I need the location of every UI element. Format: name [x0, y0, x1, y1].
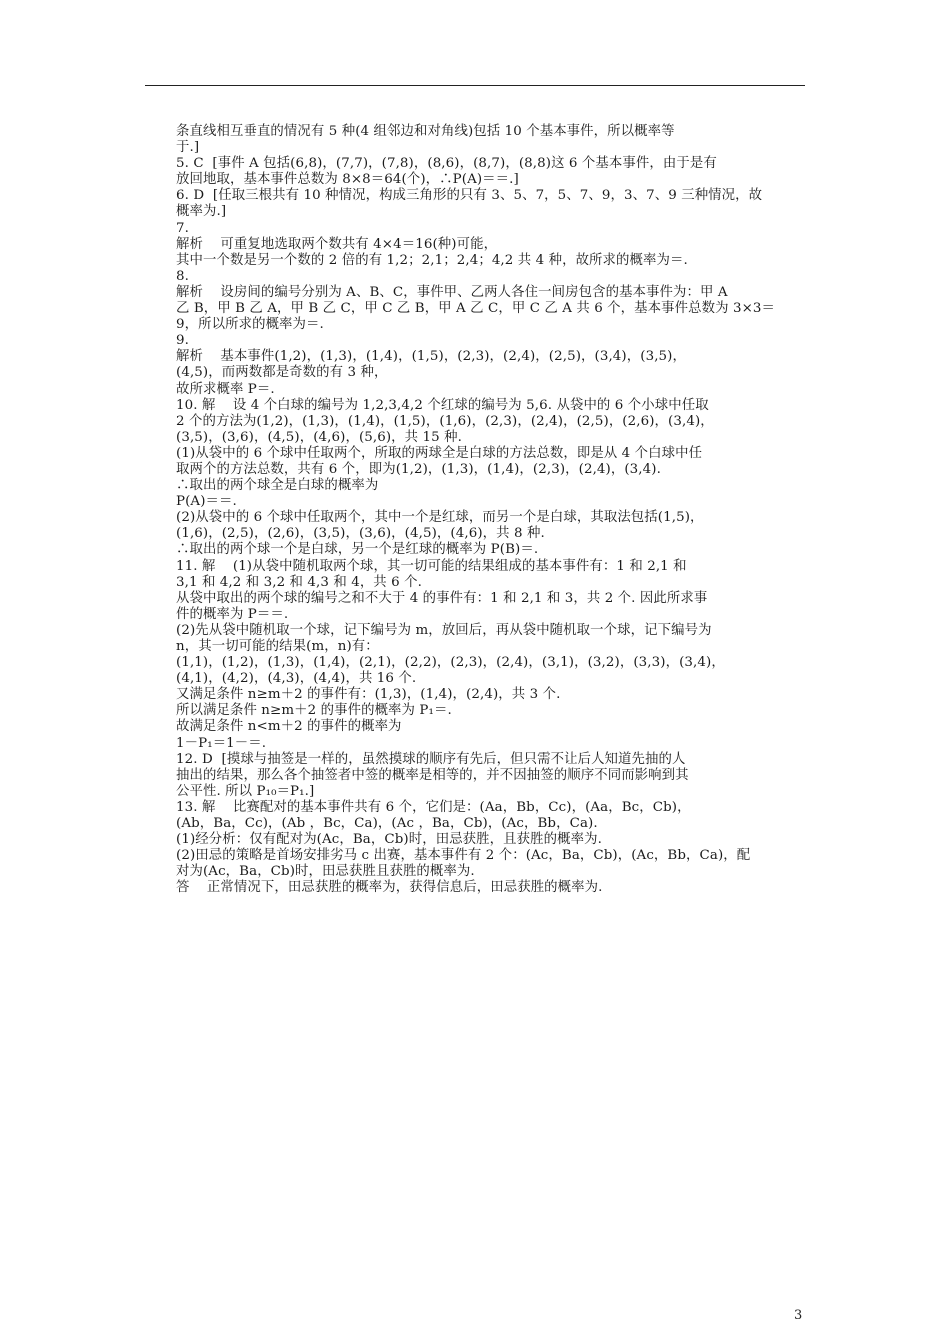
- text-line: (1)经分析：仅有配对为(Ac，Ba，Cb)时，田忌获胜，且获胜的概率为.: [176, 832, 602, 848]
- text-line: 解析 可重复地选取两个数共有 4×4＝16(种)可能，: [176, 236, 498, 252]
- text-line: 所以满足条件 n≥m＋2 的事件的概率为 P₁＝.: [176, 703, 452, 719]
- text-line: 9.: [176, 333, 189, 349]
- document-body: [176, 124, 808, 913]
- text-line: n，其一切可能的结果(m，n)有：: [176, 639, 379, 654]
- text-line: 2 个的方法为(1,2)，(1,3)，(1,4)，(1,5)，(1,6)，(2,3)，(2,4)，(2,5)，(2,6)，(3,4)，: [176, 413, 714, 429]
- text-line: 6. D [任取三根共有 10 种情况，构成三角形的只有 3、5、7，5、7、9，3、7、9 三种情况，故: [176, 188, 763, 204]
- text-line: (Ab，Ba，Cc)，(Ab ，Bc，Ca)，(Ac ，Ba，Cb)，(Ac，Bb，Ca).: [176, 816, 598, 832]
- text-line: (1,6)，(2,5)，(2,6)，(3,5)，(3,6)，(4,5)，(4,6)，共 8 种.: [176, 526, 545, 542]
- text-line: 9，所以所求的概率为＝.: [176, 317, 324, 333]
- text-line: ∴取出的两个球全是白球的概率为: [176, 478, 379, 494]
- text-line: (2)田忌的策略是首场安排劣马 c 出赛，基本事件有 2 个：(Ac，Ba，Cb)，(Ac，Bb，Ca)，配: [176, 848, 751, 864]
- text-line: 取两个的方法总数，共有 6 个，即为(1,2)，(1,3)，(1,4)，(2,3)，(2,4)，(3,4).: [176, 461, 661, 477]
- text-line: 又满足条件 n≥m＋2 的事件有：(1,3)，(1,4)，(2,4)，共 3 个.: [176, 687, 561, 703]
- text-line: 故所求概率 P＝.: [176, 381, 275, 397]
- text-line: 3,1 和 4,2 和 3,2 和 4,3 和 4，共 6 个.: [176, 574, 422, 590]
- page-number: 3: [794, 1308, 803, 1323]
- text-line: (1,1)，(1,2)，(1,3)，(1,4)，(2,1)，(2,2)，(2,3)，(2,4)，(3,1)，(3,2)，(3,3)，(3,4)，: [176, 655, 725, 671]
- text-line: 条直线相互垂直的情况有 5 种(4 组邻边和对角线)包括 10 个基本事件，所以概率等: [176, 124, 675, 139]
- text-line: 10. 解 设 4 个白球的编号为 1,2,3,4,2 个红球的编号为 5,6. 从袋中的 6 个小球中任取: [176, 397, 709, 413]
- text-line: 乙 B，甲 B 乙 A，甲 B 乙 C，甲 C 乙 B，甲 A 乙 C，甲 C 乙 A 共 6 个，基本事件总数为 3×3＝: [176, 301, 776, 317]
- text-line: 其中一个数是另一个数的 2 倍的有 1,2；2,1；2,4；4,2 共 4 种，故所求的概率为＝.: [176, 252, 688, 268]
- text-line: 1－P₁＝1－＝.: [176, 735, 267, 751]
- text-line: 放回地取，基本事件总数为 8×8＝64(个)，∴P(A)＝＝.]: [176, 172, 519, 188]
- text-line: 7.: [176, 220, 189, 236]
- text-line: 公平性. 所以 P₁₀＝P₁.]: [176, 783, 315, 799]
- text-line: 从袋中取出的两个球的编号之和不大于 4 的事件有：1 和 2,1 和 3，共 2 个. 因此所求事: [176, 590, 708, 606]
- text-line: 解析 设房间的编号分别为 A、B、C，事件甲、乙两人各住一间房包含的基本事件为：甲 A: [176, 284, 728, 300]
- text-line: 故满足条件 n<m＋2 的事件的概率为: [176, 719, 402, 735]
- text-line: 于.]: [176, 140, 200, 156]
- text-line: 11. 解 (1)从袋中随机取两个球，其一切可能的结果组成的基本事件有：1 和 2,1 和: [176, 558, 687, 574]
- text-line: (1)从袋中的 6 个球中任取两个，所取的两球全是白球的方法总数，即是从 4 个白球中任: [176, 445, 703, 461]
- text-line: 12. D [摸球与抽签是一样的，虽然摸球的顺序有先后，但只需不让后人知道先抽的人: [176, 751, 686, 767]
- text-line: 概率为.]: [176, 204, 227, 220]
- text-line: ∴取出的两个球一个是白球，另一个是红球的概率为 P(B)＝.: [176, 542, 539, 558]
- header-rule: [145, 85, 805, 86]
- text-line: (4,1)，(4,2)，(4,3)，(4,4)，共 16 个.: [176, 671, 417, 687]
- text-line: 解析 基本事件(1,2)，(1,3)，(1,4)，(1,5)，(2,3)，(2,4)，(2,5)，(3,4)，(3,5)，: [176, 349, 686, 365]
- text-line: (3,5)，(3,6)，(4,5)，(4,6)，(5,6)，共 15 种.: [176, 429, 462, 445]
- text-line: (2)从袋中的 6 个球中任取两个，其中一个是红球，而另一个是白球，其取法包括(1,5)，: [176, 510, 704, 526]
- text-line: (4,5)，而两数都是奇数的有 3 种，: [176, 365, 388, 381]
- text-line: 对为(Ac，Ba，Cb)时，田忌获胜且获胜的概率为.: [176, 864, 475, 880]
- text-line: 13. 解 比赛配对的基本事件共有 6 个，它们是：(Aa，Bb，Cc)，(Aa，Bc，Cb)，: [176, 799, 691, 815]
- text-line: 件的概率为 P＝＝.: [176, 606, 289, 622]
- text-line: P(A)＝＝.: [176, 494, 237, 510]
- text-line: 答 正常情况下，田忌获胜的概率为，获得信息后，田忌获胜的概率为.: [176, 880, 603, 896]
- text-line: [176, 897, 808, 913]
- text-line: 抽出的结果，那么各个抽签者中签的概率是相等的，并不因抽签的顺序不同而影响到其: [176, 767, 689, 783]
- text-line: 8.: [176, 268, 189, 284]
- text-line: 5. C [事件 A 包括(6,8)，(7,7)，(7,8)，(8,6)，(8,7)，(8,8)这 6 个基本事件，由于是有: [176, 156, 717, 172]
- text-line: (2)先从袋中随机取一个球，记下编号为 m，放回后，再从袋中随机取一个球，记下编号为: [176, 622, 712, 638]
